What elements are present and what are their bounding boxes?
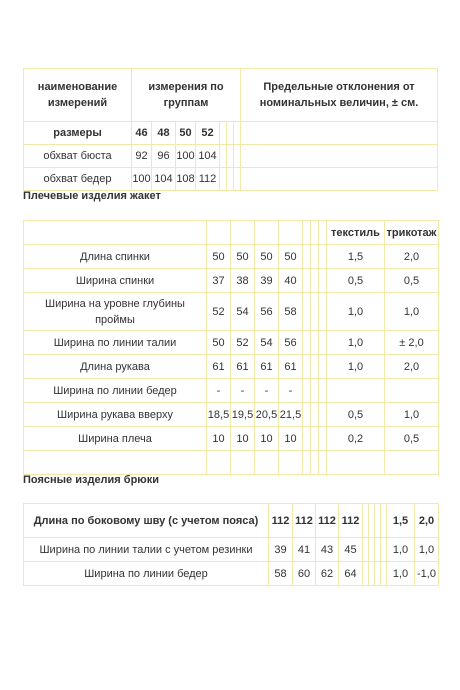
empty-cell bbox=[207, 221, 231, 245]
tolerance-knit-cell: 0,5 bbox=[385, 269, 439, 293]
value-cell: 19,5 bbox=[231, 403, 255, 427]
row-label: обхват бюста bbox=[24, 145, 132, 168]
tolerance-cell: 1,0 bbox=[387, 562, 415, 586]
table-row bbox=[24, 122, 438, 145]
table-row bbox=[24, 331, 439, 355]
value-cell: 104 bbox=[196, 145, 220, 168]
tolerance-textile-cell: 1,0 bbox=[327, 293, 385, 331]
value-cell: 18,5 bbox=[207, 403, 231, 427]
empty-cell bbox=[303, 451, 311, 475]
empty-cell bbox=[319, 221, 327, 245]
column-header-groups: измерения по группам bbox=[132, 69, 241, 122]
value-cell: 52 bbox=[231, 331, 255, 355]
tolerance-knit-cell: 1,0 bbox=[385, 403, 439, 427]
empty-cell bbox=[319, 379, 327, 403]
size-cell: 50 bbox=[176, 122, 196, 145]
value-cell: 50 bbox=[231, 245, 255, 269]
table-row bbox=[24, 538, 439, 562]
empty-cell bbox=[319, 403, 327, 427]
value-cell: 100 bbox=[132, 168, 152, 191]
value-cell: - bbox=[279, 379, 303, 403]
value-cell: 60 bbox=[293, 562, 316, 586]
tolerance-knit-cell: 1,0 bbox=[385, 293, 439, 331]
empty-cell bbox=[231, 221, 255, 245]
value-cell: 41 bbox=[293, 538, 316, 562]
row-label: Длина рукава bbox=[24, 355, 207, 379]
value-cell: 50 bbox=[279, 245, 303, 269]
tolerance-knit-cell bbox=[385, 379, 439, 403]
empty-cell bbox=[241, 122, 438, 145]
tolerance-textile-cell bbox=[327, 379, 385, 403]
tolerance-textile-cell: 1,0 bbox=[327, 355, 385, 379]
column-header-tolerance: Предельные отклонения от номинальных величин, ± см. bbox=[241, 69, 438, 122]
tolerance-cell: 1,0 bbox=[415, 538, 439, 562]
empty-cell bbox=[319, 245, 327, 269]
table-row bbox=[24, 355, 439, 379]
value-cell: 61 bbox=[231, 355, 255, 379]
size-cell: 48 bbox=[152, 122, 176, 145]
table-row bbox=[24, 427, 439, 451]
section-title-trousers: Поясные изделия брюки bbox=[23, 474, 159, 486]
empty-cell bbox=[241, 168, 438, 191]
table-row bbox=[24, 145, 438, 168]
value-cell: 112 bbox=[316, 504, 339, 538]
column-header-knit: трикотаж bbox=[385, 221, 439, 245]
empty-cell bbox=[311, 451, 319, 475]
value-cell: 64 bbox=[339, 562, 363, 586]
value-cell: - bbox=[255, 379, 279, 403]
empty-cell bbox=[24, 451, 207, 475]
row-label: размеры bbox=[24, 122, 132, 145]
row-label: Ширина по линии талии с учетом резинки bbox=[24, 538, 269, 562]
value-cell: - bbox=[207, 379, 231, 403]
empty-cell bbox=[311, 427, 319, 451]
empty-cell bbox=[311, 269, 319, 293]
empty-cell bbox=[319, 427, 327, 451]
row-label: Ширина плеча bbox=[24, 427, 207, 451]
row-label: Длина спинки bbox=[24, 245, 207, 269]
empty-cell bbox=[303, 379, 311, 403]
column-header-textile: текстиль bbox=[327, 221, 385, 245]
empty-cell bbox=[311, 221, 319, 245]
empty-cell bbox=[234, 122, 241, 145]
value-cell: 61 bbox=[207, 355, 231, 379]
size-cell: 46 bbox=[132, 122, 152, 145]
empty-cell bbox=[255, 451, 279, 475]
size-cell: 52 bbox=[196, 122, 220, 145]
jacket-measurements-table bbox=[23, 220, 439, 475]
empty-cell bbox=[311, 245, 319, 269]
empty-cell bbox=[234, 168, 241, 191]
row-label: Ширина по линии бедер bbox=[24, 379, 207, 403]
value-cell: 40 bbox=[279, 269, 303, 293]
value-cell: 112 bbox=[196, 168, 220, 191]
value-cell: 21,5 bbox=[279, 403, 303, 427]
value-cell: 112 bbox=[269, 504, 293, 538]
value-cell: 100 bbox=[176, 145, 196, 168]
empty-cell bbox=[303, 403, 311, 427]
value-cell: 37 bbox=[207, 269, 231, 293]
measurements-header-table bbox=[23, 68, 438, 191]
value-cell: 58 bbox=[269, 562, 293, 586]
value-cell: 50 bbox=[207, 331, 231, 355]
empty-cell bbox=[319, 269, 327, 293]
table-row bbox=[24, 293, 439, 331]
empty-cell bbox=[255, 221, 279, 245]
value-cell: 56 bbox=[279, 331, 303, 355]
tolerance-textile-cell: 1,5 bbox=[327, 245, 385, 269]
value-cell: 50 bbox=[255, 245, 279, 269]
table-header-row bbox=[24, 221, 439, 245]
row-label: Ширина по линии бедер bbox=[24, 562, 269, 586]
tolerance-textile-cell: 0,5 bbox=[327, 269, 385, 293]
empty-cell bbox=[311, 331, 319, 355]
empty-cell bbox=[227, 168, 234, 191]
tolerance-cell: 1,0 bbox=[387, 538, 415, 562]
value-cell: 38 bbox=[231, 269, 255, 293]
value-cell: 112 bbox=[293, 504, 316, 538]
row-label: Ширина спинки bbox=[24, 269, 207, 293]
empty-cell bbox=[303, 355, 311, 379]
value-cell: - bbox=[231, 379, 255, 403]
tolerance-knit-cell: 2,0 bbox=[385, 245, 439, 269]
row-label: Ширина рукава вверху bbox=[24, 403, 207, 427]
empty-cell bbox=[220, 145, 227, 168]
value-cell: 56 bbox=[255, 293, 279, 331]
value-cell: 112 bbox=[339, 504, 363, 538]
empty-cell bbox=[319, 451, 327, 475]
empty-cell bbox=[303, 331, 311, 355]
empty-cell bbox=[279, 221, 303, 245]
empty-cell bbox=[227, 145, 234, 168]
empty-cell bbox=[327, 451, 385, 475]
empty-cell bbox=[279, 451, 303, 475]
value-cell: 10 bbox=[207, 427, 231, 451]
empty-cell bbox=[311, 293, 319, 331]
empty-cell bbox=[231, 451, 255, 475]
tolerance-textile-cell: 1,0 bbox=[327, 331, 385, 355]
empty-cell bbox=[234, 145, 241, 168]
empty-cell bbox=[24, 221, 207, 245]
value-cell: 92 bbox=[132, 145, 152, 168]
empty-cell bbox=[319, 331, 327, 355]
row-label: Длина по боковому шву (с учетом пояса) bbox=[24, 504, 269, 538]
row-label: обхват бедер bbox=[24, 168, 132, 191]
table-row bbox=[24, 245, 439, 269]
empty-cell bbox=[303, 221, 311, 245]
empty-cell bbox=[220, 122, 227, 145]
column-header-measurement-name: наименование измерений bbox=[24, 69, 132, 122]
empty-cell bbox=[311, 403, 319, 427]
value-cell: 10 bbox=[231, 427, 255, 451]
value-cell: 62 bbox=[316, 562, 339, 586]
value-cell: 108 bbox=[176, 168, 196, 191]
value-cell: 10 bbox=[279, 427, 303, 451]
value-cell: 10 bbox=[255, 427, 279, 451]
empty-cell bbox=[227, 122, 234, 145]
empty-cell bbox=[303, 427, 311, 451]
empty-cell bbox=[319, 293, 327, 331]
value-cell: 43 bbox=[316, 538, 339, 562]
value-cell: 54 bbox=[231, 293, 255, 331]
table-row bbox=[24, 504, 439, 538]
value-cell: 96 bbox=[152, 145, 176, 168]
empty-cell bbox=[319, 355, 327, 379]
table-row bbox=[24, 269, 439, 293]
tolerance-textile-cell: 0,5 bbox=[327, 403, 385, 427]
value-cell: 61 bbox=[255, 355, 279, 379]
value-cell: 58 bbox=[279, 293, 303, 331]
trousers-measurements-table bbox=[23, 503, 439, 586]
value-cell: 39 bbox=[255, 269, 279, 293]
table-row bbox=[24, 168, 438, 191]
empty-cell bbox=[311, 379, 319, 403]
row-label: Ширина на уровне глубины проймы bbox=[24, 293, 207, 331]
empty-cell bbox=[220, 168, 227, 191]
row-label: Ширина по линии талии bbox=[24, 331, 207, 355]
tolerance-knit-cell: 0,5 bbox=[385, 427, 439, 451]
empty-cell bbox=[303, 245, 311, 269]
tolerance-cell: 2,0 bbox=[415, 504, 439, 538]
empty-cell bbox=[311, 355, 319, 379]
tolerance-textile-cell: 0,2 bbox=[327, 427, 385, 451]
value-cell: 50 bbox=[207, 245, 231, 269]
value-cell: 20,5 bbox=[255, 403, 279, 427]
empty-cell bbox=[207, 451, 231, 475]
tolerance-knit-cell: ± 2,0 bbox=[385, 331, 439, 355]
value-cell: 52 bbox=[207, 293, 231, 331]
value-cell: 45 bbox=[339, 538, 363, 562]
value-cell: 54 bbox=[255, 331, 279, 355]
table-row bbox=[24, 562, 439, 586]
value-cell: 39 bbox=[269, 538, 293, 562]
empty-cell bbox=[303, 269, 311, 293]
tolerance-knit-cell: 2,0 bbox=[385, 355, 439, 379]
empty-cell bbox=[241, 145, 438, 168]
section-title-jacket: Плечевые изделия жакет bbox=[23, 190, 161, 202]
value-cell: 61 bbox=[279, 355, 303, 379]
tolerance-cell: 1,5 bbox=[387, 504, 415, 538]
value-cell: 104 bbox=[152, 168, 176, 191]
empty-cell bbox=[385, 451, 439, 475]
tolerance-cell: -1,0 bbox=[415, 562, 439, 586]
table-row-empty bbox=[24, 451, 439, 475]
table-row bbox=[24, 379, 439, 403]
empty-cell bbox=[303, 293, 311, 331]
table-row bbox=[24, 403, 439, 427]
